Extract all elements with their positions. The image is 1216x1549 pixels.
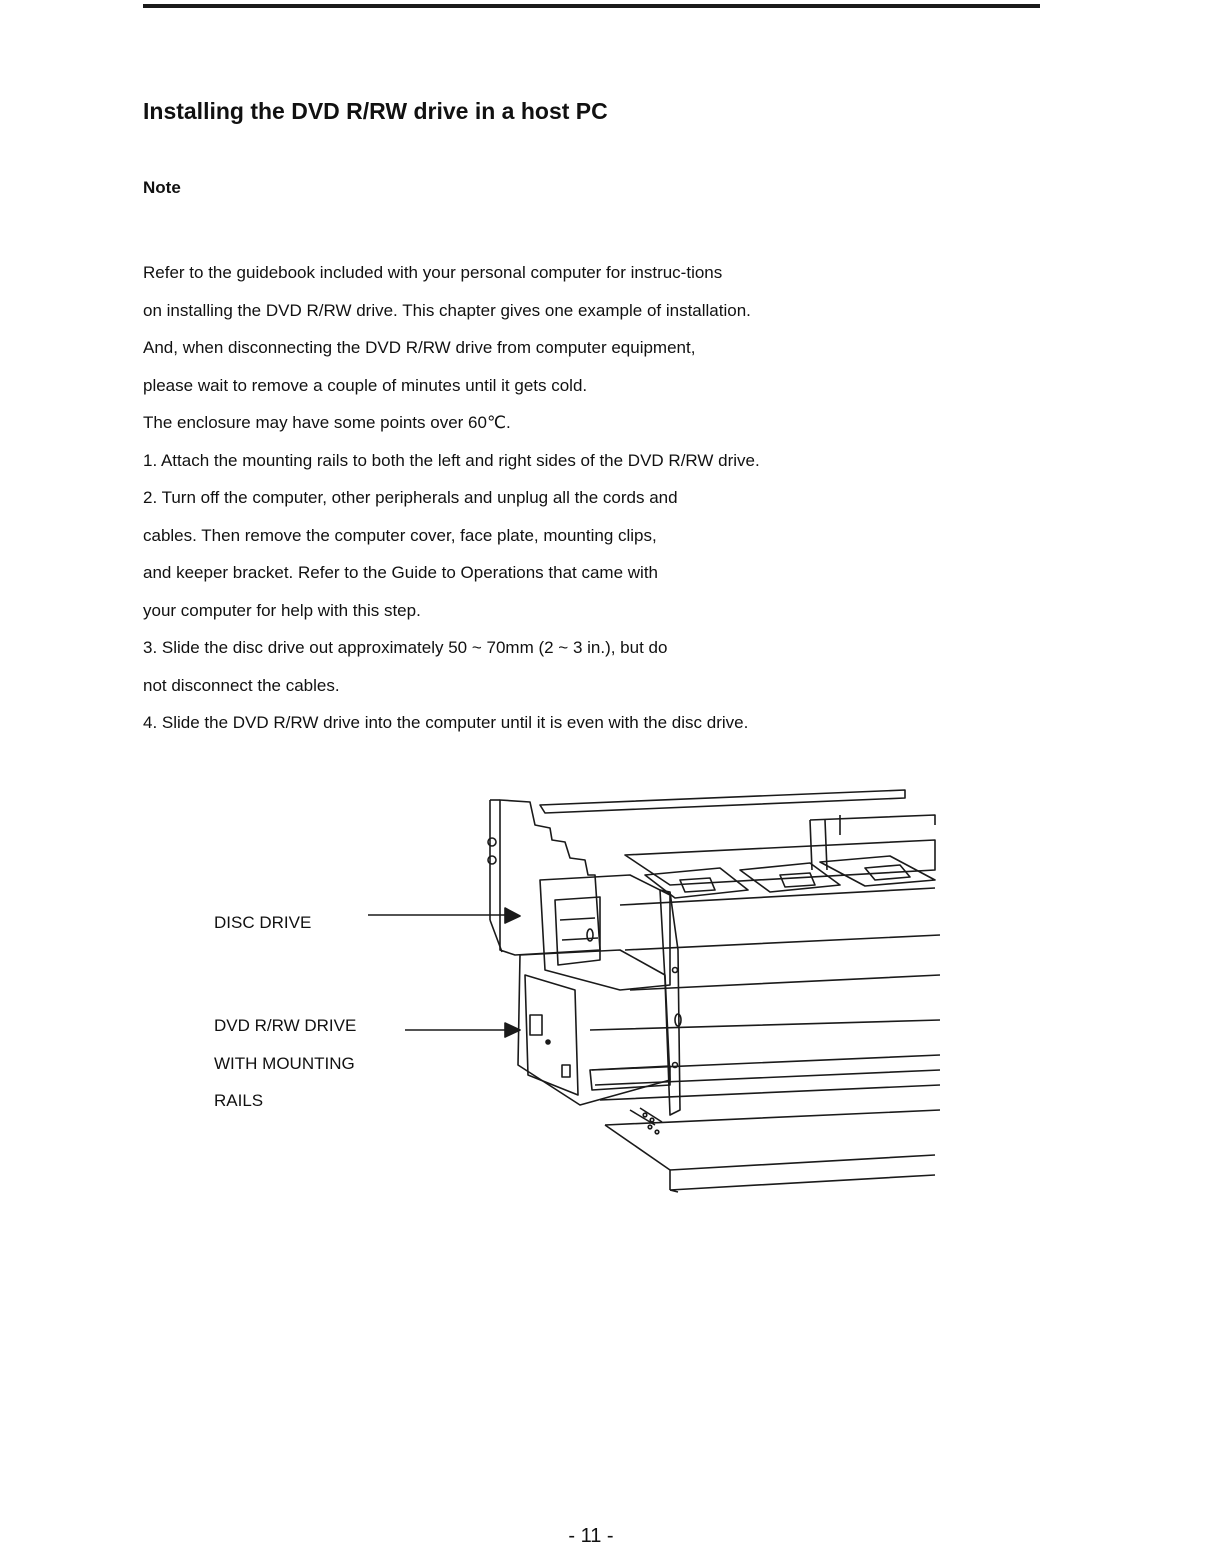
top-rule — [143, 4, 1040, 8]
mounting-rail — [590, 1066, 670, 1090]
body-line: please wait to remove a couple of minutes until it gets cold. — [143, 375, 588, 395]
body-line: Refer to the guidebook included with your personal computer for instruc-tions — [143, 263, 723, 282]
chassis-top-rail — [540, 790, 905, 813]
step-1: 1. Attach the mounting rails to both the left and right sides of the DVD R/RW drive. — [143, 450, 760, 470]
step-3: 3. Slide the disc drive out approximately 50 ~ 70mm (2 ~ 3 in.), but do — [143, 638, 668, 657]
step-2-cont: your computer for help with this step. — [143, 600, 421, 620]
step-2-cont: cables. Then remove the computer cover, face plate, mounting clips, — [143, 525, 657, 545]
body-line: The enclosure may have some points over 60℃. — [143, 413, 511, 432]
callout-dvd-line: DVD R/RW DRIVE — [214, 1016, 357, 1035]
disc-drive-face — [555, 897, 600, 965]
page-number: - 11 - — [568, 1525, 614, 1547]
installation-figure — [200, 780, 960, 1210]
body-line: And, when disconnecting the DVD R/RW drive from computer equipment, — [143, 338, 696, 357]
chassis-lower-lines — [600, 1085, 940, 1190]
drive-bay-illustration — [200, 780, 960, 1210]
dvd-tray-button — [530, 1015, 542, 1035]
callout-dvd-line: RAILS — [214, 1091, 264, 1110]
body-text — [143, 254, 903, 742]
step-2: 2. Turn off the computer, other peripherals and unplug all the cords and — [143, 488, 678, 507]
disc-drive-sides — [620, 888, 940, 990]
step-3-cont: not disconnect the cables. — [143, 675, 340, 695]
step-4: 4. Slide the DVD R/RW drive into the computer until it is even with the disc drive. — [143, 713, 749, 732]
chassis-bottom-edge — [605, 1125, 678, 1192]
callout-dvd-line: WITH MOUNTING — [214, 1053, 355, 1073]
body-line: on installing the DVD R/RW drive. This chapter gives one example of installation. — [143, 300, 751, 320]
disc-drive-body — [540, 875, 670, 990]
step-2-cont: and keeper bracket. Refer to the Guide to Operations that came with — [143, 563, 659, 582]
dvd-drive-body — [518, 950, 670, 1105]
bay-slot-3 — [820, 856, 935, 886]
note-label: Note — [143, 178, 181, 197]
chassis-top-right — [810, 815, 935, 825]
page-title: Installing the DVD R/RW drive in a host PC — [143, 98, 608, 124]
dvd-drive-sides — [590, 1020, 940, 1085]
arrowhead-disc-drive — [505, 908, 520, 923]
callout-disc-drive: DISC DRIVE — [214, 913, 312, 932]
